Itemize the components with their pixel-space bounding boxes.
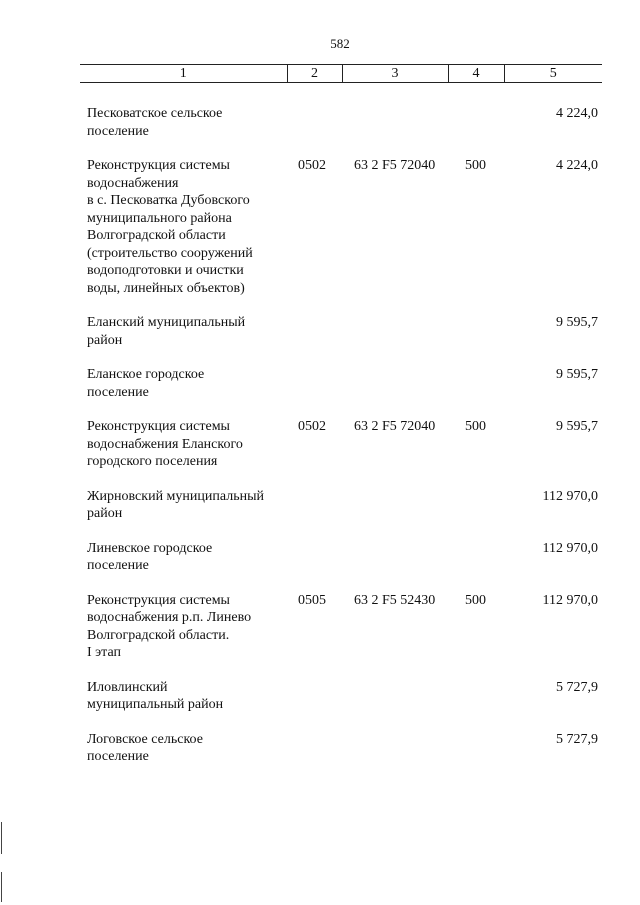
row-name: Линевское городское поселение [87,540,213,573]
row-target-code: 63 2 F5 72040 [354,419,436,434]
row-amount: 9 595,7 [556,419,598,434]
row-expense-type [448,471,504,523]
row-expense-type [448,523,504,575]
row-amount: 9 595,7 [556,367,598,382]
row-name: Еланский муниципальный район [87,315,246,348]
table-row [80,575,602,662]
page-number: 582 [330,36,350,51]
table-header-row [80,65,602,83]
table-row [80,349,602,401]
row-expense-type: 500 [465,158,486,173]
row-amount: 5 727,9 [556,731,598,747]
column-header-3: 3 [342,65,448,83]
row-target-code [342,297,448,349]
column-header-1: 1 [80,65,287,83]
row-name: Еланское городское поселение [87,367,205,400]
row-expense-type [448,349,504,401]
table-row [80,83,602,141]
row-section-code [287,714,342,766]
row-section-code: 0505 [298,592,326,608]
row-name: Реконструкция системы водоснабжения Еланского городского поселения [87,419,243,469]
row-target-code [342,714,448,766]
row-amount: 112 970,0 [542,488,598,504]
row-expense-type [448,297,504,349]
row-name: Песковатское сельское поселение [87,106,223,139]
row-expense-type [448,662,504,714]
table-row [80,662,602,714]
row-name: Жирновский муниципальный район [87,488,264,521]
row-name: Реконструкция системы водоснабжения р.п. Линево Волгоградской области. I этап [87,592,252,660]
row-target-code [342,662,448,714]
row-target-code [342,349,448,401]
row-section-code [287,471,342,523]
budget-table [80,64,602,766]
row-target-code [342,471,448,523]
row-amount: 9 595,7 [556,315,598,330]
row-section-code [287,349,342,401]
row-name: Реконструкция системы водоснабжения в с. Песковатка Дубовского муниципального района Волгоградской области (строительство сооружений водоподготовки и очистки воды, линейных объектов) [87,158,253,296]
row-section-code [287,662,342,714]
row-target-code: 63 2 F5 72040 [354,158,436,173]
row-section-code: 0502 [298,419,326,434]
row-section-code [287,523,342,575]
row-target-code [342,83,448,141]
row-section-code [287,297,342,349]
row-amount: 4 224,0 [556,158,598,173]
row-section-code [287,83,342,141]
table-row [80,471,602,523]
table-row [80,297,602,349]
table-row [80,401,602,471]
row-expense-type [448,83,504,141]
column-header-4: 4 [448,65,504,83]
row-name: Иловлинский муниципальный район [87,679,224,712]
row-expense-type: 500 [465,419,486,434]
row-amount: 4 224,0 [556,106,598,121]
column-header-5: 5 [504,65,602,83]
scan-margin-mark [1,872,2,902]
row-amount: 5 727,9 [556,679,598,695]
scan-margin-mark [1,822,2,854]
row-name: Логовское сельское поселение [87,731,203,764]
row-expense-type: 500 [465,592,486,608]
table-row [80,140,602,297]
row-target-code [342,523,448,575]
table-row [80,714,602,766]
row-expense-type [448,714,504,766]
column-header-2: 2 [287,65,342,83]
table-row [80,523,602,575]
row-amount: 112 970,0 [542,540,598,556]
row-section-code: 0502 [298,158,326,173]
row-target-code: 63 2 F5 52430 [354,592,436,608]
row-amount: 112 970,0 [542,592,598,608]
